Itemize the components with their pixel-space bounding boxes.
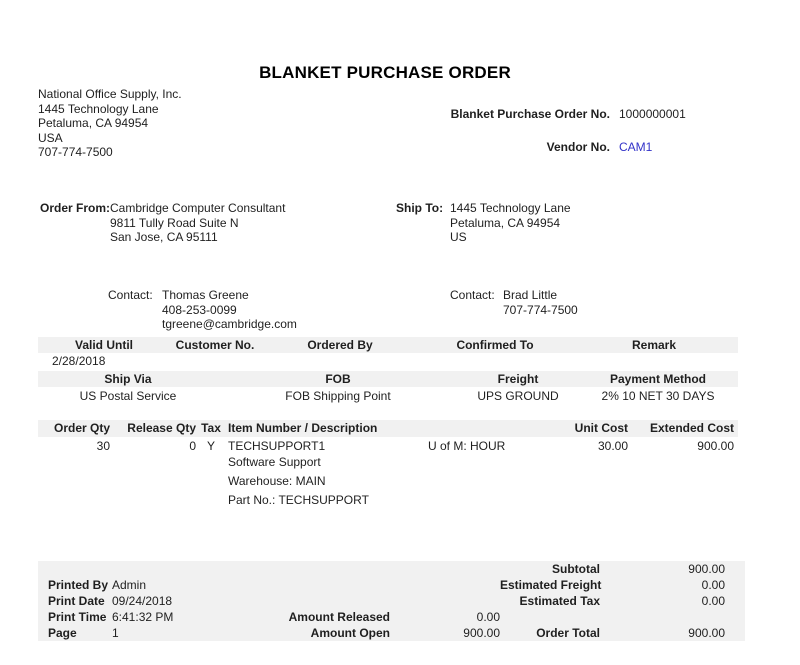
header-ship-via: Ship Via <box>104 372 152 386</box>
header-customer-no: Customer No. <box>175 338 255 352</box>
value-valid-until: 2/28/2018 <box>52 354 106 368</box>
value-freight: UPS GROUND <box>477 389 559 403</box>
footer-summary <box>38 561 745 641</box>
shipping-value-row <box>38 389 738 404</box>
po-number-value: 1000000001 <box>619 107 686 121</box>
item-warehouse-line: Warehouse: MAIN <box>228 474 326 488</box>
amount-released-label: Amount Released <box>288 610 390 624</box>
item-part-no-line: Part No.: TECHSUPPORT <box>228 493 369 507</box>
order-from-line1: Cambridge Computer Consultant <box>110 201 286 215</box>
item-tax: Y <box>206 439 215 453</box>
header-order-qty: Order Qty <box>53 421 110 435</box>
po-details-value-row <box>38 354 738 369</box>
subtotal-value: 900.00 <box>688 562 725 576</box>
value-ship-via: US Postal Service <box>79 389 177 403</box>
page-label: Page <box>48 626 77 640</box>
header-extended-cost: Extended Cost <box>649 421 734 435</box>
ship-to-line3: US <box>450 230 467 244</box>
print-time-label: Print Time <box>48 610 107 624</box>
ship-contact-block <box>503 288 578 317</box>
item-description-line: Software Support <box>228 455 321 469</box>
vendor-number-link[interactable]: CAM1 <box>619 140 653 154</box>
header-confirmed-to: Confirmed To <box>456 338 534 352</box>
header-fob: FOB <box>325 372 351 386</box>
printed-by-value: Admin <box>112 578 147 592</box>
po-details-header-row <box>38 337 738 353</box>
company-address-line1: 1445 Technology Lane <box>38 101 159 116</box>
header-tax: Tax <box>201 421 221 435</box>
header-unit-cost: Unit Cost <box>574 421 628 435</box>
item-uom: U of M: HOUR <box>428 439 506 453</box>
header-ordered-by: Ordered By <box>307 338 373 352</box>
page-value: 1 <box>112 626 119 640</box>
header-remark: Remark <box>631 338 677 352</box>
estimated-freight-value: 0.00 <box>701 578 725 592</box>
po-number-label: Blanket Purchase Order No. <box>450 107 610 121</box>
ship-to-block <box>450 201 571 245</box>
vendor-number-label: Vendor No. <box>546 140 610 154</box>
item-order-qty: 30 <box>96 439 110 453</box>
print-date-label: Print Date <box>48 594 105 608</box>
header-valid-until: Valid Until <box>74 338 133 352</box>
subtotal-label: Subtotal <box>552 562 600 576</box>
printed-by-label: Printed By <box>48 578 109 592</box>
item-release-qty: 0 <box>189 439 196 453</box>
header-payment-method: Payment Method <box>609 372 706 386</box>
company-country: USA <box>38 130 63 145</box>
item-unit-cost: 30.00 <box>597 439 628 453</box>
items-header-row <box>38 420 738 437</box>
estimated-freight-label: Estimated Freight <box>500 578 602 592</box>
value-fob: FOB Shipping Point <box>285 389 391 403</box>
company-phone: 707-774-7500 <box>38 145 113 159</box>
ship-contact-label: Contact: <box>450 288 495 302</box>
company-address-line2: Petaluma, CA 94954 <box>38 116 149 130</box>
header-release-qty: Release Qty <box>127 421 196 435</box>
vendor-contact-phone: 408-253-0099 <box>162 302 237 317</box>
order-from-block <box>110 201 285 245</box>
vendor-contact-label: Contact: <box>108 288 153 302</box>
header-item-description: Item Number / Description <box>228 421 378 435</box>
print-date-value: 09/24/2018 <box>112 594 173 608</box>
ship-to-line1: 1445 Technology Lane <box>450 201 571 215</box>
estimated-tax-value: 0.00 <box>701 594 725 608</box>
ship-to-label: Ship To: <box>396 201 444 215</box>
item-row <box>38 439 738 454</box>
vendor-contact-name: Thomas Greene <box>162 288 249 302</box>
vendor-contact-block <box>162 288 297 332</box>
order-from-line2: 9811 Tully Road Suite N <box>110 215 239 230</box>
estimated-tax-label: Estimated Tax <box>519 594 600 608</box>
ship-to-line2: Petaluma, CA 94954 <box>450 215 561 230</box>
item-number: TECHSUPPORT1 <box>228 439 326 453</box>
ship-contact-name: Brad Little <box>503 288 558 302</box>
company-block <box>38 87 182 160</box>
order-from-label: Order From: <box>40 201 111 215</box>
print-time-value: 6:41:32 PM <box>112 610 174 624</box>
shipping-header-row <box>38 371 738 387</box>
company-name: National Office Supply, Inc. <box>38 87 182 101</box>
page-title: BLANKET PURCHASE ORDER <box>259 63 511 82</box>
amount-open-value: 900.00 <box>463 626 500 640</box>
value-payment-method: 2% 10 NET 30 DAYS <box>601 389 715 403</box>
order-total-value: 900.00 <box>688 626 725 640</box>
item-extended-cost: 900.00 <box>697 439 734 453</box>
amount-released-value: 0.00 <box>476 610 500 624</box>
order-from-line3: San Jose, CA 95111 <box>110 230 218 244</box>
amount-open-label: Amount Open <box>310 626 390 640</box>
vendor-contact-email: tgreene@cambridge.com <box>162 317 297 331</box>
order-total-label: Order Total <box>536 626 600 640</box>
ship-contact-phone: 707-774-7500 <box>503 302 578 317</box>
header-freight: Freight <box>497 372 539 386</box>
